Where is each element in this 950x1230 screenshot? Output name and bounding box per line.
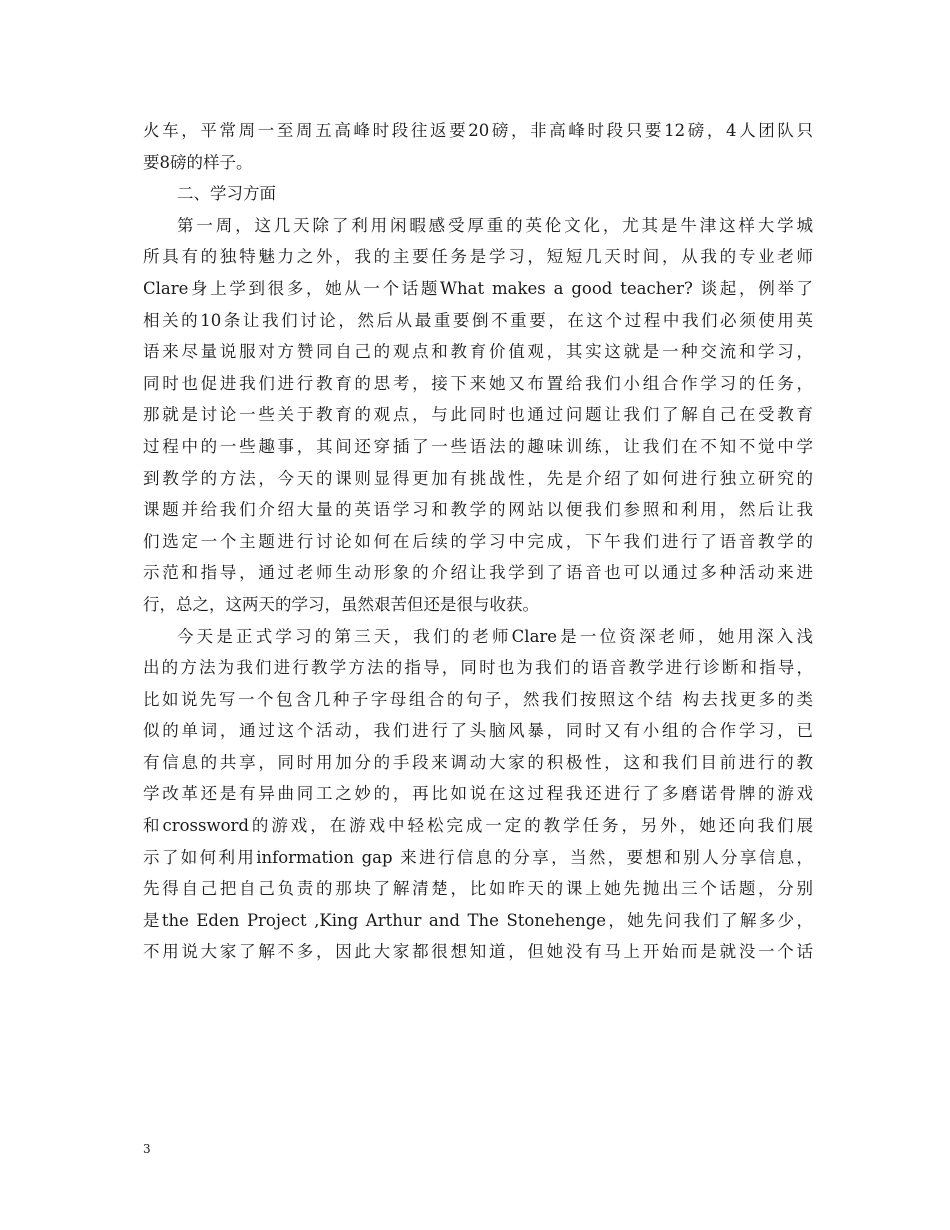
text-line: 先得自己把自己负责的那块了解清楚，比如昨天的课上她先抛出三个话题，分别 — [143, 879, 813, 899]
text-line: 学改革还是有异曲同工之妙的，再比如说在这过程我还进行了多磨诺骨牌的游戏 — [143, 784, 813, 804]
text-line: 和crossword的游戏，在游戏中轻松完成一定的教学任务，另外，她还向我们展 — [143, 816, 813, 836]
text-line: 语来尽量说服对方赞同自己的观点和教育价值观，其实这就是一种交流和学习， — [143, 342, 813, 362]
text-line: 比如说先写一个包含几种子字母组合的句子，然我们按照这个结 构去找更多的类 — [143, 689, 813, 709]
text-line: 出的方法为我们进行教学方法的指导，同时也为我们的语音教学进行诊断和指导， — [143, 658, 813, 678]
text-line: 不用说大家了解不多，因此大家都很想知道，但她没有马上开始而是就没一个话 — [143, 942, 813, 962]
text-line: 所具有的独特魅力之外，我的主要任务是学习，短短几天时间，从我的专业老师 — [143, 247, 813, 267]
text-line: 是the Eden Project ,King Arthur and The Stonehenge，她先问我们了解多少， — [143, 910, 813, 930]
text-line: 有信息的共享，同时用加分的手段来调动大家的积极性，这和我们目前进行的教 — [143, 752, 813, 772]
text-line: 示范和指导，通过老师生动形象的介绍让我学到了语音也可以通过多种活动来进 — [143, 563, 813, 583]
text-line: 相关的10条让我们讨论，然后从最重要倒不重要，在这个过程中我们必须使用英 — [143, 310, 813, 330]
text-line: 那就是讨论一些关于教育的观点，与此同时也通过问题让我们了解自己在受教育 — [143, 405, 813, 425]
text-line: 过程中的一些趣事，其间还穿插了一些语法的趣味训练，让我们在不知不觉中学 — [143, 436, 813, 456]
text-line: 示了如何利用information gap 来进行信息的分享，当然，要想和别人分享信息， — [143, 847, 813, 867]
text-line: 行，总之，这两天的学习，虽然艰苦但还是很与收获。 — [143, 594, 539, 614]
text-line: 们选定一个主题进行讨论如何在后续的学习中完成，下午我们进行了语音教学的 — [143, 531, 813, 551]
text-line: 火车，平常周一至周五高峰时段往返要20磅，非高峰时段只要12磅，4人团队只 — [143, 121, 813, 140]
body-text — [143, 115, 813, 968]
text-line: Clare身上学到很多，她从一个话题What makes a good teacher? 谈起，例举了 — [143, 278, 813, 298]
text-line: 似的单词，通过这个活动，我们进行了头脑风暴，同时又有小组的合作学习，已 — [143, 721, 813, 741]
text-line: 到教学的方法，今天的课则显得更加有挑战性，先是介绍了如何进行独立研究的 — [143, 468, 813, 488]
text-line: 要8磅的样子。 — [143, 152, 253, 172]
text-line: 第一周，这几天除了利用闲暇感受厚重的英伦文化，尤其是牛津这样大学城 — [177, 215, 813, 235]
section-heading: 二、学习方面 — [177, 184, 276, 204]
text-line: 今天是正式学习的第三天，我们的老师Clare是一位资深老师，她用深入浅 — [177, 626, 813, 646]
text-line: 同时也促进我们进行教育的思考，接下来她又布置给我们小组合作学习的任务， — [143, 373, 813, 393]
page-number: 3 — [143, 1142, 151, 1156]
text-line: 课题并给我们介绍大量的英语学习和教学的网站以便我们参照和利用，然后让我 — [143, 500, 813, 520]
